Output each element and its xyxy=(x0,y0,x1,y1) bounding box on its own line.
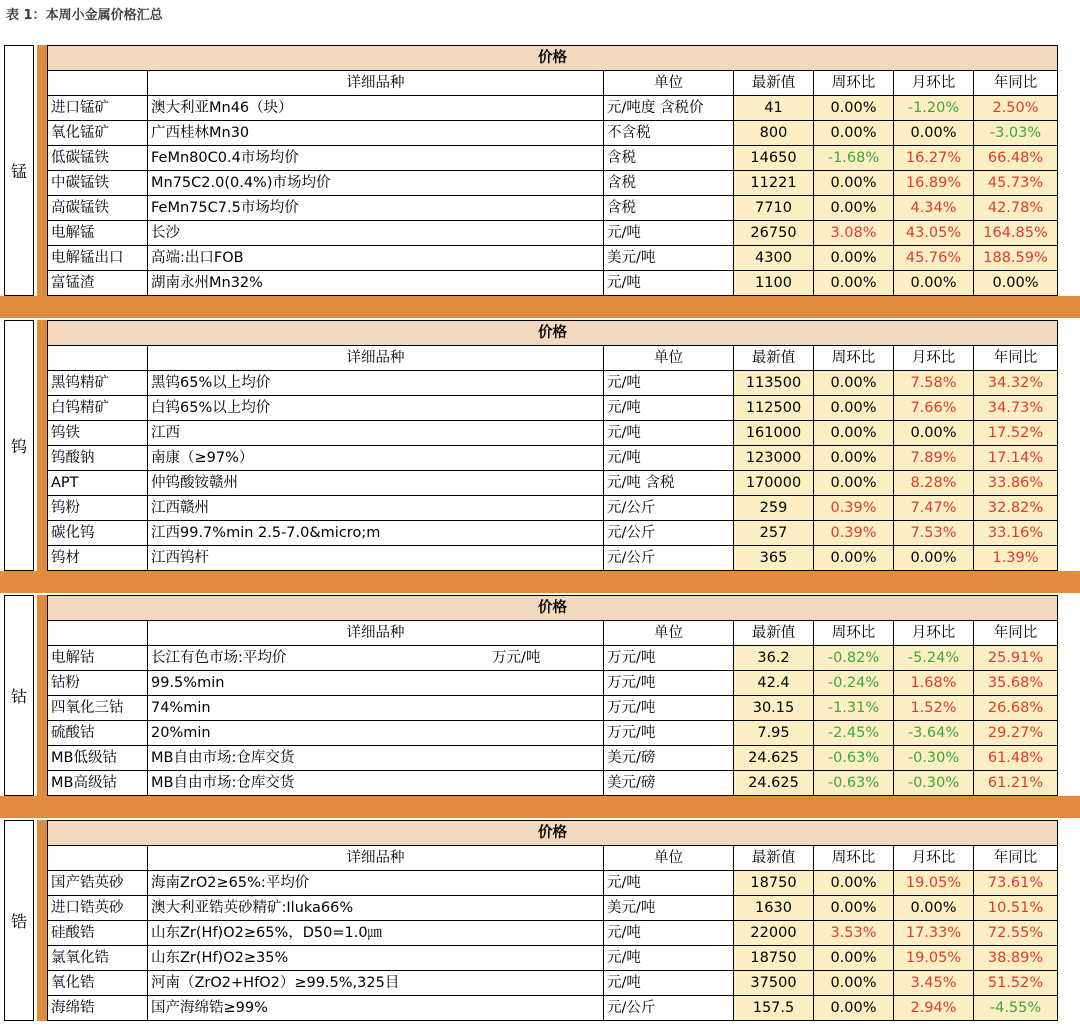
table-row xyxy=(48,646,1058,671)
product-name: MB低级钴 xyxy=(48,746,148,771)
latest-value: 14650 xyxy=(734,146,814,171)
year-change: 17.52% xyxy=(974,421,1058,446)
latest-value: 7.95 xyxy=(734,721,814,746)
product-name: 海绵锆 xyxy=(48,996,148,1021)
column-header-yoy: 年同比 xyxy=(974,71,1058,96)
table-row xyxy=(48,546,1058,571)
table-row xyxy=(48,146,1058,171)
orange-bar xyxy=(37,45,47,296)
table-row xyxy=(48,696,1058,721)
table-row xyxy=(48,121,1058,146)
latest-value: 259 xyxy=(734,496,814,521)
table-row xyxy=(48,171,1058,196)
product-unit: 元/吨 xyxy=(604,946,734,971)
table-row xyxy=(48,221,1058,246)
price-table xyxy=(47,820,1058,1021)
year-change: 61.48% xyxy=(974,746,1058,771)
product-name: 钨酸钠 xyxy=(48,446,148,471)
price-header: 价格 xyxy=(48,596,1058,621)
year-change: -3.03% xyxy=(974,121,1058,146)
week-change: -0.82% xyxy=(814,646,894,671)
product-spec: 湖南永州Mn32% xyxy=(148,271,604,296)
product-spec-text: 长江有色市场:平均价 xyxy=(151,650,287,666)
product-name: 中碳锰铁 xyxy=(48,171,148,196)
latest-value: 24.625 xyxy=(734,746,814,771)
year-change: 29.27% xyxy=(974,721,1058,746)
week-change: 0.00% xyxy=(814,121,894,146)
table-row xyxy=(48,771,1058,796)
column-header-blank xyxy=(48,71,148,96)
header-price-row xyxy=(48,821,1058,846)
product-name: 电解钴 xyxy=(48,646,148,671)
week-change: 0.00% xyxy=(814,896,894,921)
price-header: 价格 xyxy=(48,46,1058,71)
product-spec: 长沙 xyxy=(148,221,604,246)
latest-value: 157.5 xyxy=(734,996,814,1021)
week-change: -1.68% xyxy=(814,146,894,171)
table-row xyxy=(48,746,1058,771)
year-change: 45.73% xyxy=(974,171,1058,196)
product-unit: 元/公斤 xyxy=(604,546,734,571)
product-unit: 元/公斤 xyxy=(604,521,734,546)
month-change: 4.34% xyxy=(894,196,974,221)
week-change: 0.00% xyxy=(814,996,894,1021)
product-unit: 元/吨 xyxy=(604,271,734,296)
week-change: 0.39% xyxy=(814,496,894,521)
year-change: 73.61% xyxy=(974,871,1058,896)
product-spec: 白钨65%以上均价 xyxy=(148,396,604,421)
latest-value: 7710 xyxy=(734,196,814,221)
month-change: 19.05% xyxy=(894,871,974,896)
table-row xyxy=(48,246,1058,271)
section-block xyxy=(4,320,1048,571)
column-header-blank xyxy=(48,621,148,646)
product-spec: 黑钨65%以上均价 xyxy=(148,371,604,396)
column-header-mom: 月环比 xyxy=(894,346,974,371)
year-change: 164.85% xyxy=(974,221,1058,246)
product-name: 四氧化三钴 xyxy=(48,696,148,721)
latest-value: 36.2 xyxy=(734,646,814,671)
product-spec: FeMn75C7.5市场均价 xyxy=(148,196,604,221)
metal-label: 钴 xyxy=(4,595,34,796)
price-table xyxy=(47,595,1058,796)
year-change: 32.82% xyxy=(974,496,1058,521)
table-row xyxy=(48,996,1058,1021)
latest-value: 37500 xyxy=(734,971,814,996)
month-change: 17.33% xyxy=(894,921,974,946)
latest-value: 1630 xyxy=(734,896,814,921)
column-header-row xyxy=(48,621,1058,646)
latest-value: 1100 xyxy=(734,271,814,296)
column-header-yoy: 年同比 xyxy=(974,846,1058,871)
month-change: 7.47% xyxy=(894,496,974,521)
column-header-detail: 详细品种 xyxy=(148,346,604,371)
month-change: 7.53% xyxy=(894,521,974,546)
week-change: -1.31% xyxy=(814,696,894,721)
month-change: 0.00% xyxy=(894,546,974,571)
product-name: MB高级钴 xyxy=(48,771,148,796)
column-header-unit: 单位 xyxy=(604,71,734,96)
product-name: 进口锆英砂 xyxy=(48,896,148,921)
week-change: 0.00% xyxy=(814,946,894,971)
product-spec: 江西赣州 xyxy=(148,496,604,521)
product-name: 国产锆英砂 xyxy=(48,871,148,896)
column-header-latest: 最新值 xyxy=(734,346,814,371)
column-header-yoy: 年同比 xyxy=(974,346,1058,371)
product-unit: 含税 xyxy=(604,171,734,196)
product-name: 钨粉 xyxy=(48,496,148,521)
table-row xyxy=(48,196,1058,221)
product-spec: 74%min xyxy=(148,696,604,721)
week-change: -2.45% xyxy=(814,721,894,746)
week-change: 0.00% xyxy=(814,246,894,271)
week-change: -0.63% xyxy=(814,746,894,771)
year-change: 33.86% xyxy=(974,471,1058,496)
month-change: 3.45% xyxy=(894,971,974,996)
year-change: 0.00% xyxy=(974,271,1058,296)
week-change: -0.24% xyxy=(814,671,894,696)
week-change: 0.00% xyxy=(814,446,894,471)
header-price-row xyxy=(48,596,1058,621)
product-unit: 不含税 xyxy=(604,121,734,146)
column-header-row xyxy=(48,71,1058,96)
product-spec: 河南（ZrO2+HfO2）≥99.5%,325目 xyxy=(148,971,604,996)
price-table xyxy=(47,320,1058,571)
month-change: 0.00% xyxy=(894,421,974,446)
week-change: 3.08% xyxy=(814,221,894,246)
column-header-latest: 最新值 xyxy=(734,71,814,96)
product-name: 氧化锆 xyxy=(48,971,148,996)
latest-value: 113500 xyxy=(734,371,814,396)
column-header-detail: 详细品种 xyxy=(148,71,604,96)
price-table xyxy=(47,45,1058,296)
week-change: 0.00% xyxy=(814,371,894,396)
product-spec: 广西桂林Mn30 xyxy=(148,121,604,146)
week-change: 0.00% xyxy=(814,396,894,421)
product-unit: 元/吨 xyxy=(604,446,734,471)
month-change: 7.58% xyxy=(894,371,974,396)
product-spec: 山东Zr(Hf)O2≥35% xyxy=(148,946,604,971)
year-change: -4.55% xyxy=(974,996,1058,1021)
column-header-unit: 单位 xyxy=(604,846,734,871)
latest-value: 30.15 xyxy=(734,696,814,721)
column-header-latest: 最新值 xyxy=(734,621,814,646)
year-change: 1.39% xyxy=(974,546,1058,571)
orange-bar xyxy=(37,320,47,571)
product-spec: 山东Zr(Hf)O2≥65%，D50=1.0㎛ xyxy=(148,921,604,946)
product-name: 硫酸钴 xyxy=(48,721,148,746)
product-name: 高碳锰铁 xyxy=(48,196,148,221)
orange-bar xyxy=(37,595,47,796)
table-row xyxy=(48,721,1058,746)
product-unit: 元/吨 xyxy=(604,221,734,246)
product-spec: MB自由市场:仓库交货 xyxy=(148,746,604,771)
month-change: 43.05% xyxy=(894,221,974,246)
product-spec: 仲钨酸铵赣州 xyxy=(148,471,604,496)
metal-label: 钨 xyxy=(4,320,34,571)
column-header-mom: 月环比 xyxy=(894,71,974,96)
table-row xyxy=(48,971,1058,996)
month-change: 19.05% xyxy=(894,946,974,971)
latest-value: 161000 xyxy=(734,421,814,446)
year-change: 38.89% xyxy=(974,946,1058,971)
product-name: 钨材 xyxy=(48,546,148,571)
year-change: 17.14% xyxy=(974,446,1058,471)
column-header-blank xyxy=(48,346,148,371)
section-divider xyxy=(0,796,1080,818)
column-header-wow: 周环比 xyxy=(814,621,894,646)
year-change: 72.55% xyxy=(974,921,1058,946)
year-change: 26.68% xyxy=(974,696,1058,721)
product-unit: 含税 xyxy=(604,196,734,221)
product-unit: 元/吨 xyxy=(604,871,734,896)
section-block xyxy=(4,45,1048,296)
week-change: 0.00% xyxy=(814,421,894,446)
product-unit: 元/吨 xyxy=(604,921,734,946)
product-spec-extra: 万元/吨 xyxy=(492,650,541,666)
table-row xyxy=(48,896,1058,921)
product-name: 氯氧化锆 xyxy=(48,946,148,971)
price-header: 价格 xyxy=(48,321,1058,346)
product-name: 富锰渣 xyxy=(48,271,148,296)
latest-value: 41 xyxy=(734,96,814,121)
product-name: 氧化锰矿 xyxy=(48,121,148,146)
product-name: 钨铁 xyxy=(48,421,148,446)
product-spec: 江西 xyxy=(148,421,604,446)
latest-value: 11221 xyxy=(734,171,814,196)
year-change: 33.16% xyxy=(974,521,1058,546)
year-change: 34.32% xyxy=(974,371,1058,396)
month-change: 7.66% xyxy=(894,396,974,421)
latest-value: 123000 xyxy=(734,446,814,471)
column-header-yoy: 年同比 xyxy=(974,621,1058,646)
table-row xyxy=(48,446,1058,471)
product-spec: 澳大利亚Mn46（块） xyxy=(148,96,604,121)
product-spec: 江西99.7%min 2.5-7.0&micro;m xyxy=(148,521,604,546)
table-row xyxy=(48,371,1058,396)
latest-value: 800 xyxy=(734,121,814,146)
latest-value: 257 xyxy=(734,521,814,546)
product-spec: 澳大利亚锆英砂精矿:Iluka66% xyxy=(148,896,604,921)
week-change: 0.00% xyxy=(814,171,894,196)
table-row xyxy=(48,271,1058,296)
year-change: 2.50% xyxy=(974,96,1058,121)
product-name: 低碳锰铁 xyxy=(48,146,148,171)
column-header-detail: 详细品种 xyxy=(148,621,604,646)
product-unit: 万元/吨 xyxy=(604,671,734,696)
product-unit: 美元/吨 xyxy=(604,246,734,271)
week-change: 0.00% xyxy=(814,871,894,896)
column-header-row xyxy=(48,846,1058,871)
month-change: 2.94% xyxy=(894,996,974,1021)
product-unit: 万元/吨 xyxy=(604,721,734,746)
section-block xyxy=(4,820,1048,1021)
metal-label: 锆 xyxy=(4,820,34,1021)
year-change: 10.51% xyxy=(974,896,1058,921)
product-name: 硅酸锆 xyxy=(48,921,148,946)
product-unit: 元/公斤 xyxy=(604,996,734,1021)
product-spec xyxy=(148,646,604,671)
product-name: 电解锰出口 xyxy=(48,246,148,271)
product-name: APT xyxy=(48,471,148,496)
product-spec: 海南ZrO2≥65%:平均价 xyxy=(148,871,604,896)
product-spec: 高端:出口FOB xyxy=(148,246,604,271)
week-change: 0.00% xyxy=(814,271,894,296)
column-header-unit: 单位 xyxy=(604,346,734,371)
column-header-wow: 周环比 xyxy=(814,846,894,871)
month-change: -0.30% xyxy=(894,771,974,796)
week-change: 0.00% xyxy=(814,546,894,571)
table-row xyxy=(48,471,1058,496)
week-change: -0.63% xyxy=(814,771,894,796)
year-change: 42.78% xyxy=(974,196,1058,221)
product-name: 黑钨精矿 xyxy=(48,371,148,396)
year-change: 51.52% xyxy=(974,971,1058,996)
product-spec: 国产海绵锆≥99% xyxy=(148,996,604,1021)
month-change: 45.76% xyxy=(894,246,974,271)
month-change: -3.64% xyxy=(894,721,974,746)
header-price-row xyxy=(48,321,1058,346)
table-row xyxy=(48,496,1058,521)
product-unit: 元/吨度 含税价 xyxy=(604,96,734,121)
price-header: 价格 xyxy=(48,821,1058,846)
year-change: 66.48% xyxy=(974,146,1058,171)
month-change: -0.30% xyxy=(894,746,974,771)
year-change: 61.21% xyxy=(974,771,1058,796)
product-unit: 元/吨 含税 xyxy=(604,471,734,496)
week-change: 0.39% xyxy=(814,521,894,546)
week-change: 0.00% xyxy=(814,196,894,221)
header-price-row xyxy=(48,46,1058,71)
table-caption: 表 1：本周小金属价格汇总 xyxy=(6,8,163,23)
year-change: 188.59% xyxy=(974,246,1058,271)
product-spec: 南康（≥97%） xyxy=(148,446,604,471)
product-spec: Mn75C2.0(0.4%)市场均价 xyxy=(148,171,604,196)
year-change: 25.91% xyxy=(974,646,1058,671)
latest-value: 26750 xyxy=(734,221,814,246)
product-unit: 美元/磅 xyxy=(604,771,734,796)
product-spec: 20%min xyxy=(148,721,604,746)
section-divider xyxy=(0,571,1080,593)
product-spec: 江西钨杆 xyxy=(148,546,604,571)
product-unit: 元/吨 xyxy=(604,396,734,421)
week-change: 0.00% xyxy=(814,971,894,996)
latest-value: 112500 xyxy=(734,396,814,421)
product-unit: 元/吨 xyxy=(604,371,734,396)
month-change: 0.00% xyxy=(894,896,974,921)
year-change: 35.68% xyxy=(974,671,1058,696)
table-row xyxy=(48,921,1058,946)
product-spec: FeMn80C0.4市场均价 xyxy=(148,146,604,171)
product-unit: 万元/吨 xyxy=(604,646,734,671)
metal-label: 锰 xyxy=(4,45,34,296)
section-block xyxy=(4,595,1048,796)
year-change: 34.73% xyxy=(974,396,1058,421)
product-unit: 万元/吨 xyxy=(604,696,734,721)
product-unit: 美元/吨 xyxy=(604,896,734,921)
product-name: 进口锰矿 xyxy=(48,96,148,121)
column-header-row xyxy=(48,346,1058,371)
column-header-unit: 单位 xyxy=(604,621,734,646)
column-header-mom: 月环比 xyxy=(894,621,974,646)
month-change: -5.24% xyxy=(894,646,974,671)
product-spec: MB自由市场:仓库交货 xyxy=(148,771,604,796)
week-change: 3.53% xyxy=(814,921,894,946)
column-header-wow: 周环比 xyxy=(814,346,894,371)
month-change: 8.28% xyxy=(894,471,974,496)
table-row xyxy=(48,671,1058,696)
product-unit: 美元/磅 xyxy=(604,746,734,771)
table-row xyxy=(48,871,1058,896)
month-change: 1.68% xyxy=(894,671,974,696)
month-change: 7.89% xyxy=(894,446,974,471)
latest-value: 42.4 xyxy=(734,671,814,696)
orange-bar xyxy=(37,820,47,1021)
product-name: 碳化钨 xyxy=(48,521,148,546)
latest-value: 365 xyxy=(734,546,814,571)
table-row xyxy=(48,521,1058,546)
week-change: 0.00% xyxy=(814,471,894,496)
month-change: 0.00% xyxy=(894,121,974,146)
product-name: 电解锰 xyxy=(48,221,148,246)
section-divider xyxy=(0,296,1080,318)
week-change: 0.00% xyxy=(814,96,894,121)
product-unit: 元/公斤 xyxy=(604,496,734,521)
latest-value: 170000 xyxy=(734,471,814,496)
latest-value: 24.625 xyxy=(734,771,814,796)
product-name: 钴粉 xyxy=(48,671,148,696)
table-row xyxy=(48,421,1058,446)
product-unit: 元/吨 xyxy=(604,421,734,446)
month-change: 16.27% xyxy=(894,146,974,171)
latest-value: 18750 xyxy=(734,946,814,971)
column-header-blank xyxy=(48,846,148,871)
table-row xyxy=(48,96,1058,121)
column-header-wow: 周环比 xyxy=(814,71,894,96)
column-header-latest: 最新值 xyxy=(734,846,814,871)
month-change: 1.52% xyxy=(894,696,974,721)
column-header-mom: 月环比 xyxy=(894,846,974,871)
product-name: 白钨精矿 xyxy=(48,396,148,421)
table-row xyxy=(48,946,1058,971)
month-change: -1.20% xyxy=(894,96,974,121)
latest-value: 22000 xyxy=(734,921,814,946)
product-spec: 99.5%min xyxy=(148,671,604,696)
column-header-detail: 详细品种 xyxy=(148,846,604,871)
latest-value: 4300 xyxy=(734,246,814,271)
product-unit: 含税 xyxy=(604,146,734,171)
month-change: 16.89% xyxy=(894,171,974,196)
latest-value: 18750 xyxy=(734,871,814,896)
table-row xyxy=(48,396,1058,421)
month-change: 0.00% xyxy=(894,271,974,296)
product-unit: 元/吨 xyxy=(604,971,734,996)
